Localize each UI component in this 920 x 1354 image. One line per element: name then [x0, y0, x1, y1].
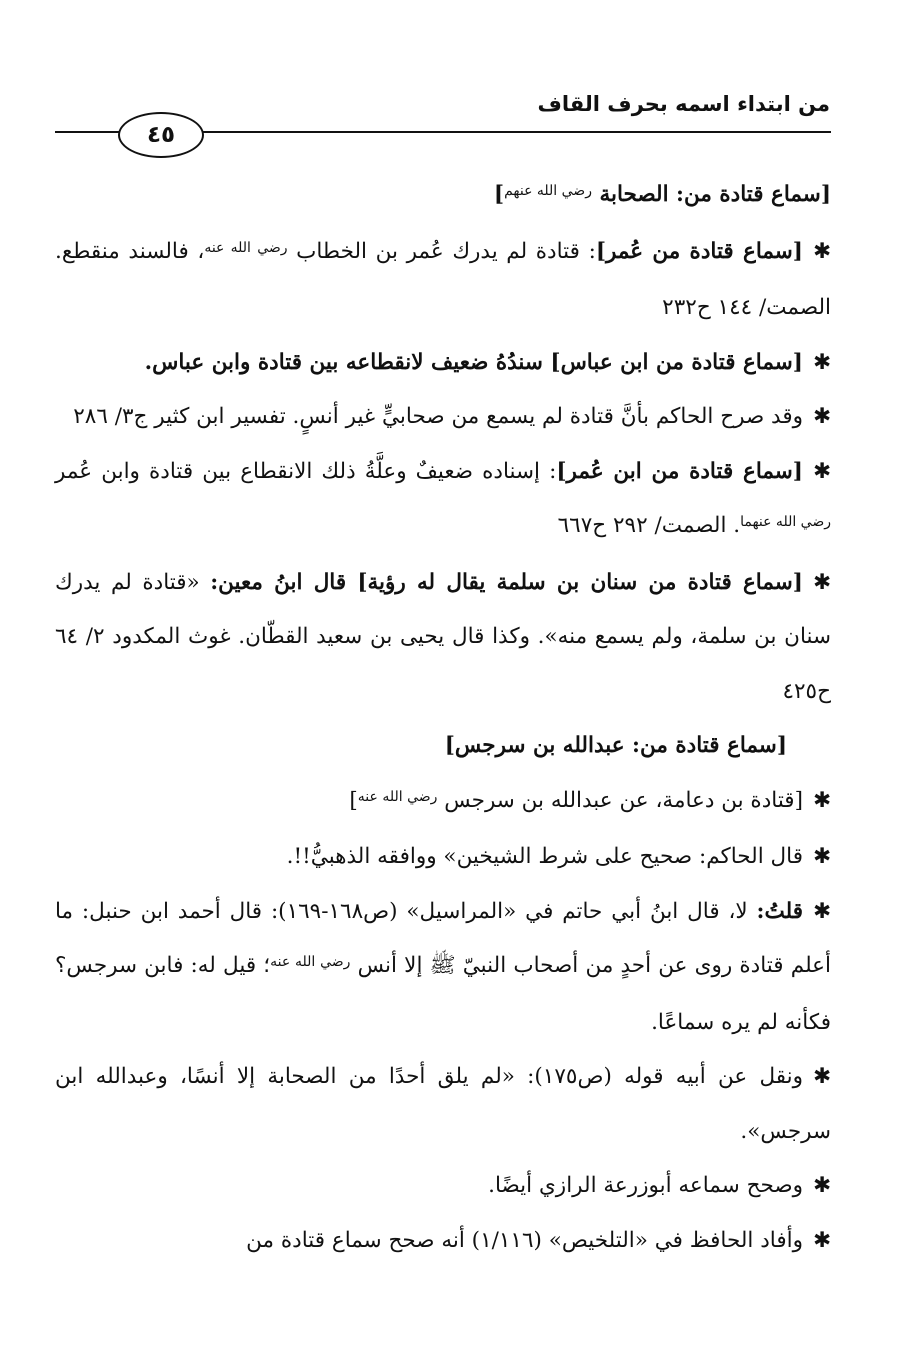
running-title: من ابتداء اسمه بحرف القاف — [537, 92, 830, 116]
honorific-glyph: رضي الله عنه — [270, 954, 351, 970]
honorific-glyph: رضي الله عنه — [357, 788, 438, 805]
honorific-glyph: رضي الله عنه — [204, 239, 288, 256]
bullet-star-icon: ✱ — [812, 349, 831, 375]
paragraph: [سماع قتادة من: عبدالله بن سرجس] — [444, 733, 787, 758]
bullet-star-icon: ✱ — [812, 238, 831, 264]
honorific-glyph: رضي الله عنهم — [504, 183, 592, 199]
honorific-glyph: رضي الله عنهما — [740, 514, 831, 530]
paragraph: ✱[سماع قتادة من ابن عباس] سندُهُ ضعيف لانقطاعه بين قتادة وابن عباس. — [144, 349, 831, 375]
paragraph: ✱[سماع قتادة من عُمر]: قتادة لم يدرك عُمر بن الخطاب $^{رضي الله عنه}$، فالسند منقطع. الصمت/ ١٤٤ ح٢٣٢ — [55, 238, 831, 320]
paragraph: ✱[سماع قتادة من سنان بن سلمة يقال له رؤية] قال ابنُ معين: «قتادة لم يدرك سنان بن سلمة، ولم يسمع منه». وكذا قال يحيى بن سعيد القطّان. غوث المكدود ٢/ ٦٤ ح٤٢٥ — [55, 569, 831, 704]
paragraph: ✱[سماع قتادة من ابن عُمر]: إسناده ضعيفٌ وعلَّةُ ذلك الانقطاع بين قتادة وابن عُمر $^{رضي الله عنهما}$. الصمت/ ٢٩٢ ح٦٦٧ — [55, 458, 832, 538]
paragraph: ✱ونقل عن أبيه قوله (ص١٧٥): «لم يلق أحدًا من الصحابة إلا أنسًا، وعبدالله ابن سرجس». — [55, 1064, 832, 1144]
bullet-star-icon: ✱ — [812, 569, 831, 595]
paragraph: ✱قال الحاكم: صحيح على شرط الشيخين» ووافقه الذهبيُّ!!. — [286, 844, 831, 869]
page-number: ٤٥ — [118, 112, 204, 158]
bullet-star-icon: ✱ — [812, 844, 831, 869]
bullet-star-icon: ✱ — [812, 1173, 831, 1198]
bullet-star-icon: ✱ — [813, 1064, 832, 1089]
paragraph: ✱وقد صرح الحاكم بأنَّ قتادة لم يسمع من صحابيٍّ غير أنسٍ. تفسير ابن كثير ج٣/ ٢٨٦ — [73, 404, 831, 429]
bullet-star-icon: ✱ — [813, 458, 832, 484]
bullet-star-icon: ✱ — [812, 404, 831, 429]
text-body — [55, 168, 831, 1268]
paragraph: ✱وأفاد الحافظ في «التلخيص» (١/١١٦) أنه صحح سماع قتادة من — [246, 1227, 831, 1253]
paragraph: [سماع قتادة من: الصحابة $^{رضي الله عنهم}$] — [493, 182, 831, 207]
bullet-star-icon: ✱ — [812, 898, 831, 924]
paragraph: ✱قلتُ: لا، قال ابنُ أبي حاتم في «المراسيل» (ص١٦٨-١٦٩): قال أحمد ابن حنبل: ما أعلم قتادة روى عن أحدٍ من أصحاب النبيّ ﷺ إلا أنس $^{رضي الله عنه}$؛ قيل له: فابن سرجس؟ فكأنه لم يره سماعًا. — [55, 898, 831, 1035]
bullet-star-icon: ✱ — [812, 1227, 831, 1253]
paragraph: ✱وصحح سماعه أبوزرعة الرازي أيضًا. — [488, 1173, 831, 1198]
bullet-star-icon: ✱ — [812, 787, 831, 813]
paragraph: ✱[قتادة بن دعامة، عن عبدالله بن سرجس $^{رضي الله عنه}$] — [349, 787, 831, 813]
